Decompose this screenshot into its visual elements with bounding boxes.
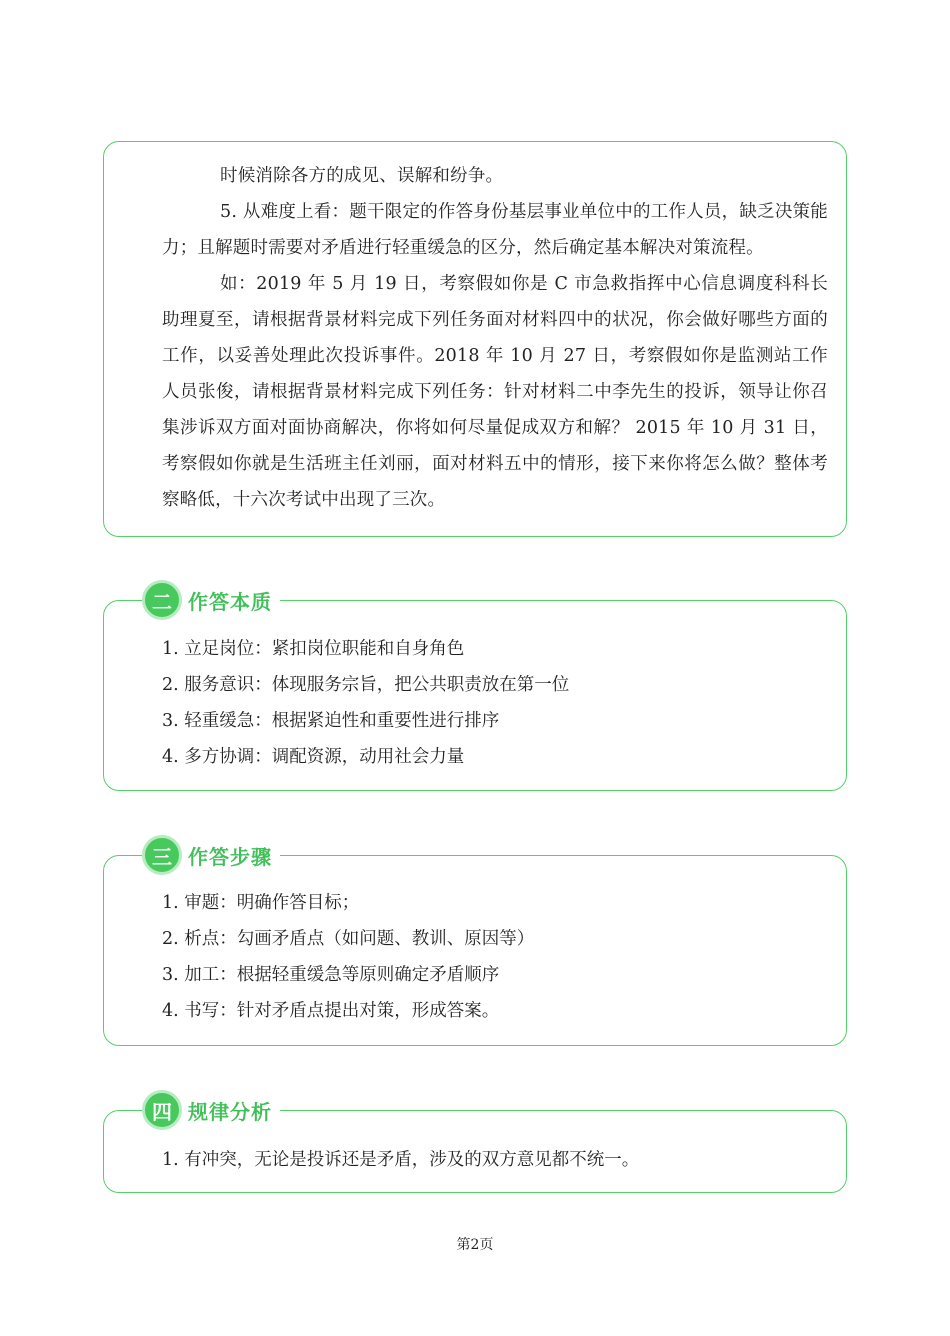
section-number-badge: 四 — [142, 1090, 182, 1130]
section-heading-3 — [142, 833, 280, 877]
section-number-badge: 二 — [142, 580, 182, 620]
list-item: 2. 服务意识：体现服务宗旨，把公共职责放在第一位 — [162, 675, 570, 695]
list-item: 3. 加工：根据轻重缓急等原则确定矛盾顺序 — [162, 965, 500, 985]
section-heading-4 — [142, 1088, 280, 1132]
list-item: 1. 审题：明确作答目标； — [162, 893, 360, 913]
section-title: 规律分析 — [188, 1099, 272, 1124]
section-heading-2 — [142, 578, 280, 622]
section-title: 作答本质 — [188, 589, 272, 614]
section-box-1 — [103, 141, 847, 537]
section-title: 作答步骤 — [188, 844, 272, 869]
section-1-content — [162, 158, 828, 518]
list-item: 1. 有冲突，无论是投诉还是矛盾，涉及的双方意见都不统一。 — [162, 1150, 640, 1170]
page-number: 第2页 — [456, 1237, 494, 1253]
list-item: 4. 书写：针对矛盾点提出对策，形成答案。 — [162, 1001, 500, 1021]
list-item: 4. 多方协调：调配资源，动用社会力量 — [162, 747, 465, 767]
answer-essence-list — [162, 631, 822, 775]
list-item: 1. 立足岗位：紧扣岗位职能和自身角色 — [162, 639, 465, 659]
list-item: 2. 析点：勾画矛盾点（如问题、教训、原因等） — [162, 929, 535, 949]
section-box-3 — [103, 855, 847, 1046]
list-item: 3. 轻重缓急：根据紧迫性和重要性进行排序 — [162, 711, 500, 731]
paragraph: 时候消除各方的成见、误解和纷争。 — [220, 166, 504, 186]
paragraph: 如：2019 年 5 月 19 日，考察假如你是 C 市急救指挥中心信息调度科科长助理夏至，请根据背景材料完成下列任务面对材料四中的状况，你会做好哪些方面的工作，以妥善处理此次投诉事件。2018 年 10 月 27 日，考察假如你是监测站工作人员张俊，请根据背景材料完成下列任务：针对材料二中李先生的投诉，领导让你召集涉诉双方面对面协商解决，你将如何尽量促成双方和解？ 2015 年 10 月 31 日，考察假如你就是生活班主任刘丽，面对材料五中的情形，接下来你将怎么做？整体考察略低，十六次考试中出现了三次。 — [162, 274, 828, 510]
section-box-2 — [103, 600, 847, 791]
answer-steps-list — [162, 885, 822, 1029]
pattern-analysis-list — [162, 1142, 822, 1178]
paragraph: 5. 从难度上看：题干限定的作答身份基层事业单位中的工作人员，缺乏决策能力；且解题时需要对矛盾进行轻重缓急的区分，然后确定基本解决对策流程。 — [162, 202, 828, 258]
section-number-badge: 三 — [142, 835, 182, 875]
